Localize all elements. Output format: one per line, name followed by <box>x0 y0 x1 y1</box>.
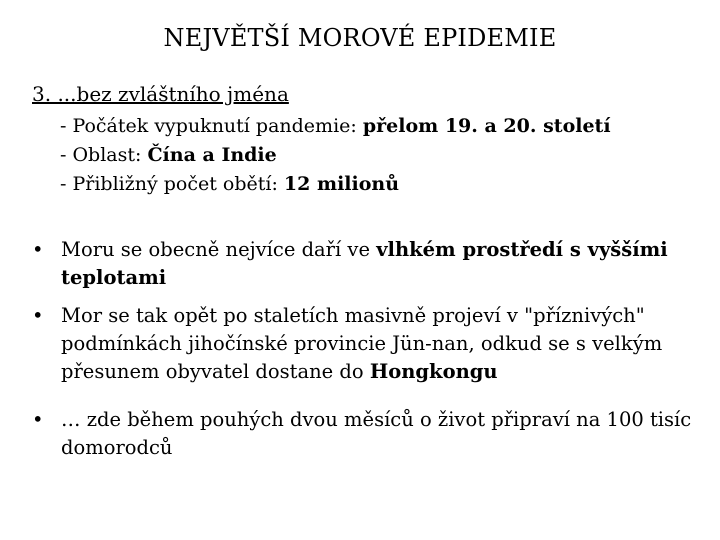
bullet-text-part: … zde během pouhých dvou měsíců o život připraví na 100 tisíc domorodců <box>61 408 692 459</box>
bullet-text-emphasis: Hongkongu <box>369 360 498 383</box>
bullet-text-emphasis: vlhkém prostředí s vyššími teplotami <box>61 238 668 289</box>
detail-label: - Přibližný počet obětí: <box>60 173 284 195</box>
detail-list <box>60 112 611 199</box>
detail-label: - Počátek vypuknutí pandemie: <box>60 115 363 137</box>
detail-value: přelom 19. a 20. století <box>362 115 611 137</box>
detail-label: - Oblast: <box>60 144 148 166</box>
bullet-marker: • <box>32 238 44 261</box>
detail-victims <box>60 170 611 199</box>
bullet-item <box>32 406 700 462</box>
bullet-item <box>32 302 700 386</box>
bullet-marker: • <box>32 304 44 327</box>
bullet-text-part: Mor se tak opět po staletích masivně projeví v "příznivých" podmínkách jihočínské provincie Jün-nan, odkud se s velkým přesunem obyvatel dostane do <box>61 304 663 383</box>
detail-start <box>60 112 611 141</box>
detail-value: Čína a Indie <box>147 144 277 166</box>
bullet-text <box>61 302 700 386</box>
bullet-item <box>32 236 700 292</box>
bullet-text-part: Moru se obecně nejvíce daří ve <box>61 238 377 261</box>
bullet-text <box>61 406 700 462</box>
page-title: NEJVĚTŠÍ MOROVÉ EPIDEMIE <box>163 24 557 52</box>
detail-region <box>60 141 611 170</box>
section-heading: 3. ...bez zvláštního jména <box>32 82 289 106</box>
bullet-marker: • <box>32 408 44 431</box>
bullet-text <box>61 236 700 292</box>
detail-value: 12 milionů <box>283 173 400 195</box>
